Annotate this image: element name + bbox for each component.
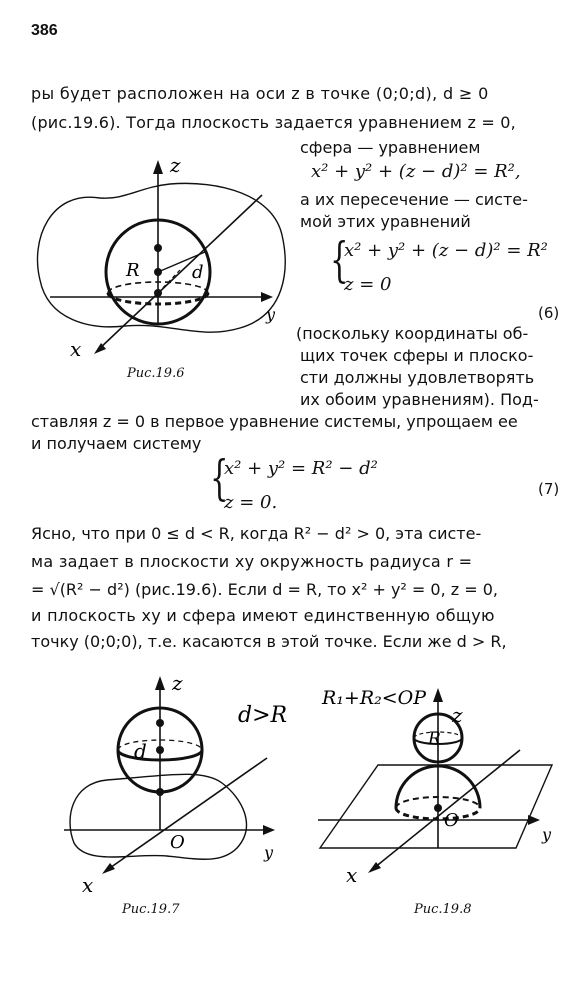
fig196-label-z: z [170, 153, 181, 177]
text-line-12: и получаем систему [31, 434, 202, 453]
text-line-1: ры будет расположен на оси z в точке (0;0;d), d ≥ 0 [31, 84, 489, 103]
fig197-label-x: x [82, 873, 94, 893]
text-line-9: сти должны удовлетворять [300, 368, 535, 387]
equation-number-7: (7) [538, 480, 560, 498]
system-6-brace: { [330, 232, 349, 288]
text-line-17: точку (0;0;0), т.е. касаются в этой точке. Если же d > R, [31, 632, 507, 651]
system-7-eq2: z = 0. [224, 492, 278, 513]
system-6-eq1: x² + y² + (z − d)² = R² [344, 240, 548, 261]
figure-19-8-caption: Рис.19.8 [414, 902, 472, 917]
fig197-label-O: O [170, 832, 185, 853]
text-line-5: а их пересечение — систе- [300, 190, 528, 209]
page-number: 386 [31, 22, 58, 39]
fig198-label-z: z [452, 703, 463, 727]
fig196-label-x: x [70, 337, 82, 361]
text-line-8: щих точек сферы и плоско- [300, 346, 534, 365]
fig198-label-x: x [346, 863, 358, 887]
system-7-eq1: x² + y² = R² − d² [224, 458, 378, 479]
z-arrow [153, 160, 163, 174]
fig198-label-R: R [428, 729, 441, 749]
figure-19-6-caption: Рис.19.6 [127, 366, 185, 381]
text-line-6: мой этих уравнений [300, 212, 471, 231]
text-line-7: (поскольку координаты об- [296, 324, 529, 343]
text-line-11: ставляя z = 0 в первое уравнение системы, упрощаем ее [31, 412, 518, 431]
y-arrow [263, 825, 275, 835]
text-line-16: и плоскость xy и сфера имеют единственную общую [31, 606, 495, 625]
x-axis [98, 195, 262, 350]
text-line-14: ма задает в плоскости xy окружность радиуса r = [31, 552, 473, 571]
equation-sphere: x² + y² + (z − d)² = R², [311, 161, 521, 182]
fig196-label-d: d [192, 262, 204, 283]
fig198-note: R₁+R₂<OP [322, 687, 427, 709]
fig198-label-y: y [542, 825, 552, 844]
system-6-eq2: z = 0 [344, 274, 392, 295]
fig197-label-d: d [134, 739, 147, 763]
system-7-brace: { [210, 450, 229, 506]
z-arrow [433, 688, 443, 702]
text-line-13: Ясно, что при 0 ≤ d < R, когда R² − d² > 0, эта систе- [31, 524, 482, 543]
equation-number-6: (6) [538, 304, 560, 322]
figure-19-7-caption: Рис.19.7 [122, 902, 180, 917]
text-line-3: сфера — уравнением [300, 138, 481, 157]
text-line-2: (рис.19.6). Тогда плоскость задается уравнением z = 0, [31, 113, 516, 132]
plane-outline [38, 183, 286, 332]
fig198-label-O: O [444, 810, 459, 831]
figure-19-7 [62, 668, 307, 893]
x-arrow [102, 863, 115, 874]
fig196-label-y: y [266, 305, 276, 324]
y-arrow [261, 292, 273, 302]
fig196-label-R: R [126, 260, 140, 281]
text-line-15: = √(R² − d²) (рис.19.6). Если d = R, то x² + y² = 0, z = 0, [31, 580, 499, 599]
fig197-label-y: y [264, 843, 274, 862]
text-line-10: их обоим уравнениям). Под- [300, 390, 539, 409]
plane-outline [70, 774, 246, 859]
y-arrow [528, 815, 540, 825]
z-arrow [155, 676, 165, 690]
fig197-note: d>R [238, 703, 288, 728]
figure-19-6 [30, 150, 290, 385]
fig197-label-z: z [172, 671, 183, 695]
figure-19-8 [310, 680, 575, 898]
